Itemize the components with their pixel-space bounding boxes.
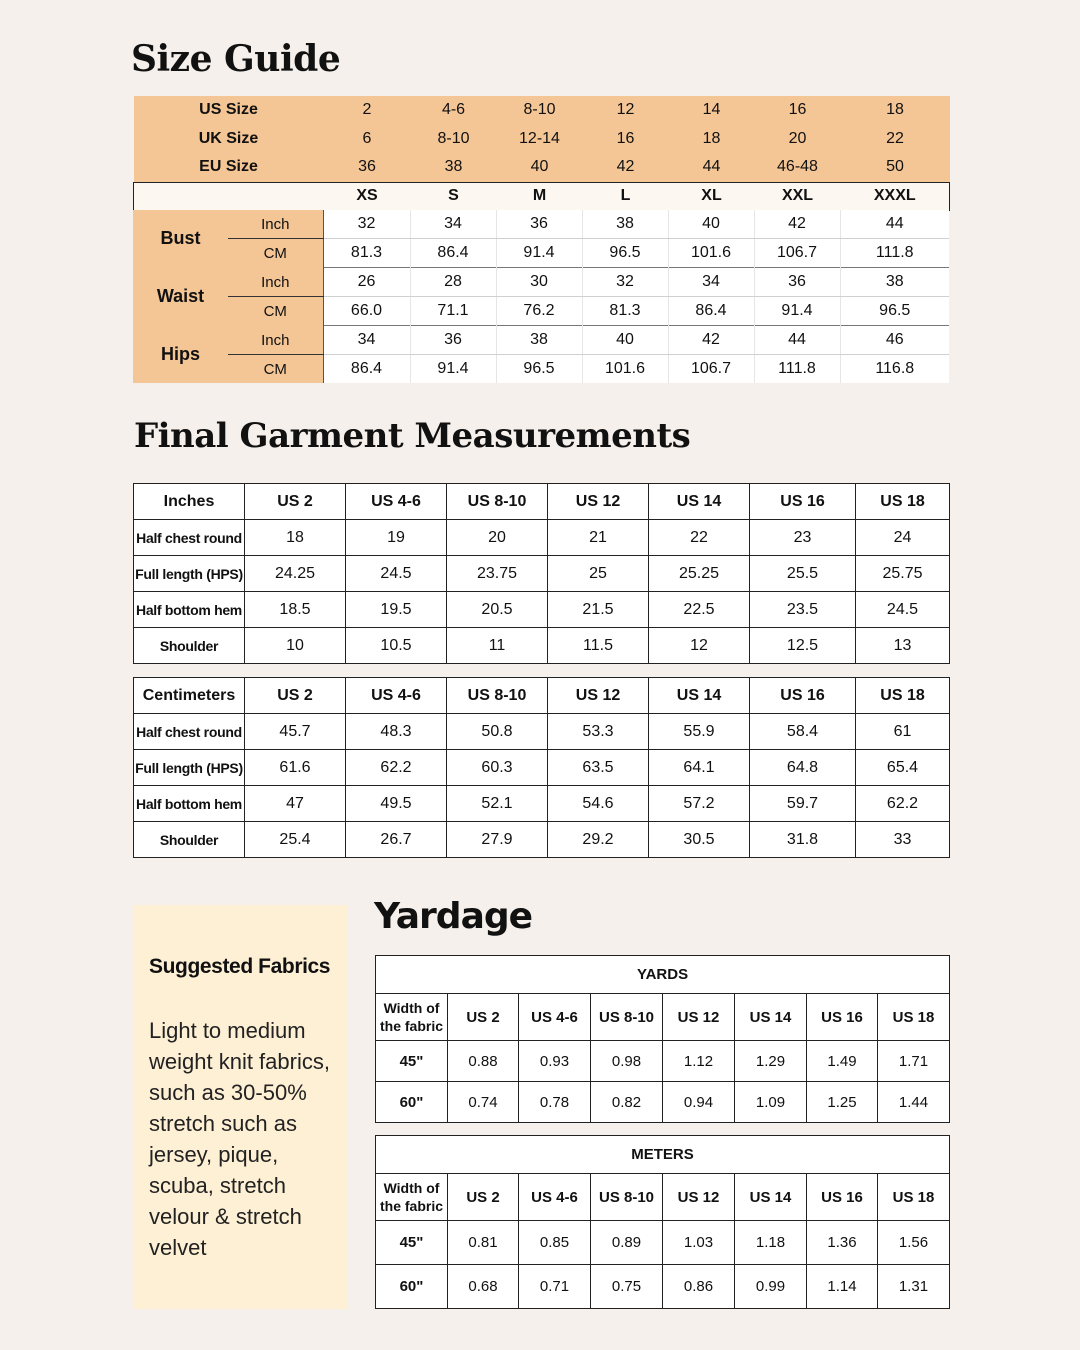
cell: 42 (754, 210, 840, 239)
caption-row (376, 1136, 950, 1174)
cell: 44 (840, 210, 949, 239)
cell: 101.6 (582, 355, 668, 384)
cell: 40 (582, 326, 668, 355)
unit-cm: CM (228, 239, 323, 268)
size-header: US 14 (649, 678, 750, 714)
cell: 42 (668, 326, 754, 355)
cell: 33 (856, 822, 950, 858)
row-label: Shoulder (134, 628, 245, 664)
size-header: US 12 (548, 484, 649, 520)
cell: 24 (856, 520, 950, 556)
cell: 1.56 (878, 1221, 950, 1265)
cell: 22 (841, 125, 950, 154)
cell: 58.4 (750, 714, 856, 750)
cell: 0.81 (448, 1221, 519, 1265)
size-header: US 2 (245, 484, 346, 520)
cell: 10.5 (346, 628, 447, 664)
unit-cm: CM (228, 297, 323, 326)
cell: 0.78 (519, 1082, 591, 1123)
cell: 60.3 (447, 750, 548, 786)
cell: 24.5 (856, 592, 950, 628)
letter-size: S (411, 182, 497, 210)
body-measurements-table (133, 210, 949, 383)
size-header: US 4-6 (346, 484, 447, 520)
header-row (376, 1174, 950, 1221)
cell: 49.5 (346, 786, 447, 822)
size-header: US 18 (878, 1174, 950, 1221)
eu-size-row (134, 153, 950, 182)
fabric-width: 60" (376, 1265, 448, 1309)
size-guide-table (133, 96, 950, 211)
size-header: US 8-10 (447, 484, 548, 520)
cell: 53.3 (548, 714, 649, 750)
row-label: Half bottom hem (134, 786, 245, 822)
cell: 62.2 (856, 786, 950, 822)
cell: 61.6 (245, 750, 346, 786)
size-header: US 18 (856, 484, 950, 520)
bust-inch-row (133, 210, 949, 239)
cell: 0.93 (519, 1041, 591, 1082)
cell: 62.2 (346, 750, 447, 786)
cell: 48.3 (346, 714, 447, 750)
cell: 57.2 (649, 786, 750, 822)
cell: 46-48 (755, 153, 841, 182)
table-row (376, 1221, 950, 1265)
cell: 12-14 (497, 125, 583, 154)
cell: 91.4 (496, 239, 582, 268)
cell: 64.8 (750, 750, 856, 786)
cell: 23.5 (750, 592, 856, 628)
table-row (134, 628, 950, 664)
row-label: Half chest round (134, 714, 245, 750)
cell: 18.5 (245, 592, 346, 628)
size-header: US 14 (649, 484, 750, 520)
cell: 0.82 (591, 1082, 663, 1123)
cell: 86.4 (410, 239, 496, 268)
bust-label: Bust (133, 210, 228, 268)
suggested-fabrics-panel (133, 905, 347, 1309)
cell: 25.25 (649, 556, 750, 592)
cell: 1.71 (878, 1041, 950, 1082)
cell: 38 (496, 326, 582, 355)
unit-inch: Inch (228, 326, 323, 355)
size-header: US 2 (448, 994, 519, 1041)
cell: 8-10 (497, 96, 583, 125)
cell: 31.8 (750, 822, 856, 858)
cell: 30.5 (649, 822, 750, 858)
table-row (134, 520, 950, 556)
cell: 1.12 (663, 1041, 735, 1082)
row-label: EU Size (134, 153, 324, 182)
cell: 30 (496, 268, 582, 297)
cell: 23 (750, 520, 856, 556)
garment-centimeters-table (133, 677, 950, 858)
unit-inch: Inch (228, 268, 323, 297)
cell: 22.5 (649, 592, 750, 628)
size-header: US 16 (807, 1174, 878, 1221)
cell: 81.3 (323, 239, 410, 268)
cell: 25.75 (856, 556, 950, 592)
garment-title: Final Garment Measurements (134, 416, 691, 456)
cell: 101.6 (668, 239, 754, 268)
fabric-width: 60" (376, 1082, 448, 1123)
width-label-line2: the fabric (379, 1018, 443, 1034)
size-header: US 8-10 (447, 678, 548, 714)
row-label: Full length (HPS) (134, 556, 245, 592)
yards-caption: YARDS (376, 956, 950, 994)
letter-size: XS (324, 182, 411, 210)
cell: 18 (669, 125, 755, 154)
cell: 25.4 (245, 822, 346, 858)
cell: 111.8 (840, 239, 949, 268)
cell: 91.4 (410, 355, 496, 384)
cell: 23.75 (447, 556, 548, 592)
cell: 0.74 (448, 1082, 519, 1123)
cell: 0.99 (735, 1265, 807, 1309)
cell: 42 (583, 153, 669, 182)
cell: 63.5 (548, 750, 649, 786)
cell: 36 (496, 210, 582, 239)
letter-size-row (134, 182, 950, 210)
cell: 24.25 (245, 556, 346, 592)
cell: 50.8 (447, 714, 548, 750)
header-row (376, 994, 950, 1041)
size-header: US 12 (663, 994, 735, 1041)
cell: 1.49 (807, 1041, 878, 1082)
cell: 52.1 (447, 786, 548, 822)
us-size-row (134, 96, 950, 125)
cell: 0.94 (663, 1082, 735, 1123)
size-header: US 8-10 (591, 1174, 663, 1221)
letter-size: XL (669, 182, 755, 210)
cell: 25.5 (750, 556, 856, 592)
size-header: US 4-6 (519, 994, 591, 1041)
cell: 64.1 (649, 750, 750, 786)
hips-label: Hips (133, 326, 228, 384)
cell: 44 (754, 326, 840, 355)
header-row (134, 484, 950, 520)
cell: 0.88 (448, 1041, 519, 1082)
cell: 44 (669, 153, 755, 182)
row-label: US Size (134, 96, 324, 125)
table-row (376, 1041, 950, 1082)
cell: 71.1 (410, 297, 496, 326)
cell: 96.5 (582, 239, 668, 268)
cell: 12 (649, 628, 750, 664)
row-label: Half chest round (134, 520, 245, 556)
cell: 65.4 (856, 750, 950, 786)
cell: 1.03 (663, 1221, 735, 1265)
width-label-line1: Width of (383, 1000, 440, 1016)
unit-cm: CM (228, 355, 323, 384)
empty-cell (134, 182, 324, 210)
width-header (376, 994, 448, 1041)
cell: 45.7 (245, 714, 346, 750)
cell: 111.8 (754, 355, 840, 384)
size-header: US 8-10 (591, 994, 663, 1041)
table-row (376, 1265, 950, 1309)
cell: 21 (548, 520, 649, 556)
cell: 12.5 (750, 628, 856, 664)
hips-cm-row (133, 355, 949, 384)
width-header (376, 1174, 448, 1221)
size-header: US 4-6 (519, 1174, 591, 1221)
cell: 54.6 (548, 786, 649, 822)
cell: 66.0 (323, 297, 410, 326)
cell: 22 (649, 520, 750, 556)
waist-cm-row (133, 297, 949, 326)
table-row (134, 556, 950, 592)
size-header: US 16 (750, 678, 856, 714)
cell: 86.4 (668, 297, 754, 326)
cell: 0.98 (591, 1041, 663, 1082)
cell: 96.5 (496, 355, 582, 384)
cell: 11.5 (548, 628, 649, 664)
header-row (134, 678, 950, 714)
width-label-line2: the fabric (379, 1198, 443, 1214)
unit-label: Inches (134, 484, 245, 520)
cell: 28 (410, 268, 496, 297)
fabric-width: 45" (376, 1221, 448, 1265)
cell: 36 (410, 326, 496, 355)
waist-inch-row (133, 268, 949, 297)
cell: 1.44 (878, 1082, 950, 1123)
cell: 13 (856, 628, 950, 664)
cell: 34 (410, 210, 496, 239)
cell: 34 (323, 326, 410, 355)
cell: 1.29 (735, 1041, 807, 1082)
cell: 24.5 (346, 556, 447, 592)
yardage-yards-table (375, 955, 950, 1123)
cell: 18 (245, 520, 346, 556)
cell: 16 (755, 96, 841, 125)
cell: 6 (324, 125, 411, 154)
letter-size: L (583, 182, 669, 210)
cell: 18 (841, 96, 950, 125)
cell: 91.4 (754, 297, 840, 326)
cell: 26 (323, 268, 410, 297)
cell: 29.2 (548, 822, 649, 858)
fabric-width: 45" (376, 1041, 448, 1082)
cell: 47 (245, 786, 346, 822)
cell: 20.5 (447, 592, 548, 628)
cell: 50 (841, 153, 950, 182)
cell: 0.68 (448, 1265, 519, 1309)
waist-label: Waist (133, 268, 228, 326)
fabrics-description: Light to medium weight knit fabrics, such as 30-50% stretch such as jersey, pique, scuba, stretch velour & stretch velvet (149, 1018, 330, 1260)
cell: 19.5 (346, 592, 447, 628)
table-row (134, 786, 950, 822)
cell: 59.7 (750, 786, 856, 822)
cell: 36 (324, 153, 411, 182)
cell: 1.31 (878, 1265, 950, 1309)
cell: 0.85 (519, 1221, 591, 1265)
size-header: US 12 (548, 678, 649, 714)
size-header: US 16 (807, 994, 878, 1041)
table-row (376, 1082, 950, 1123)
cell: 10 (245, 628, 346, 664)
cell: 20 (447, 520, 548, 556)
yardage-title: Yardage (374, 896, 533, 937)
table-row (134, 750, 950, 786)
uk-size-row (134, 125, 950, 154)
letter-size: XXXL (841, 182, 950, 210)
cell: 8-10 (411, 125, 497, 154)
cell: 34 (668, 268, 754, 297)
size-header: US 18 (878, 994, 950, 1041)
cell: 14 (669, 96, 755, 125)
cell: 1.14 (807, 1265, 878, 1309)
table-row (134, 592, 950, 628)
cell: 38 (582, 210, 668, 239)
cell: 61 (856, 714, 950, 750)
hips-inch-row (133, 326, 949, 355)
cell: 96.5 (840, 297, 949, 326)
cell: 106.7 (668, 355, 754, 384)
cell: 0.86 (663, 1265, 735, 1309)
cell: 36 (754, 268, 840, 297)
cell: 38 (411, 153, 497, 182)
cell: 1.09 (735, 1082, 807, 1123)
cell: 1.36 (807, 1221, 878, 1265)
cell: 40 (668, 210, 754, 239)
cell: 0.89 (591, 1221, 663, 1265)
cell: 1.25 (807, 1082, 878, 1123)
cell: 76.2 (496, 297, 582, 326)
row-label: UK Size (134, 125, 324, 154)
size-header: US 16 (750, 484, 856, 520)
size-header: US 2 (245, 678, 346, 714)
cell: 116.8 (840, 355, 949, 384)
width-label-line1: Width of (383, 1180, 440, 1196)
size-guide-title: Size Guide (131, 38, 341, 80)
letter-size: XXL (755, 182, 841, 210)
cell: 46 (840, 326, 949, 355)
size-header: US 12 (663, 1174, 735, 1221)
cell: 19 (346, 520, 447, 556)
cell: 25 (548, 556, 649, 592)
size-header: US 18 (856, 678, 950, 714)
size-header: US 14 (735, 994, 807, 1041)
cell: 86.4 (323, 355, 410, 384)
cell: 40 (497, 153, 583, 182)
cell: 32 (582, 268, 668, 297)
cell: 26.7 (346, 822, 447, 858)
row-label: Full length (HPS) (134, 750, 245, 786)
table-row (134, 822, 950, 858)
meters-caption: METERS (376, 1136, 950, 1174)
garment-inches-table (133, 483, 950, 664)
cell: 16 (583, 125, 669, 154)
cell: 106.7 (754, 239, 840, 268)
size-header: US 4-6 (346, 678, 447, 714)
cell: 27.9 (447, 822, 548, 858)
unit-inch: Inch (228, 210, 323, 239)
cell: 55.9 (649, 714, 750, 750)
cell: 21.5 (548, 592, 649, 628)
cell: 0.75 (591, 1265, 663, 1309)
cell: 1.18 (735, 1221, 807, 1265)
table-row (134, 714, 950, 750)
caption-row (376, 956, 950, 994)
letter-size: M (497, 182, 583, 210)
cell: 2 (324, 96, 411, 125)
cell: 20 (755, 125, 841, 154)
cell: 4-6 (411, 96, 497, 125)
cell: 0.71 (519, 1265, 591, 1309)
yardage-meters-table (375, 1135, 950, 1309)
cell: 81.3 (582, 297, 668, 326)
unit-label: Centimeters (134, 678, 245, 714)
cell: 38 (840, 268, 949, 297)
bust-cm-row (133, 239, 949, 268)
fabrics-title: Suggested Fabrics (149, 955, 331, 978)
row-label: Shoulder (134, 822, 245, 858)
size-header: US 2 (448, 1174, 519, 1221)
cell: 12 (583, 96, 669, 125)
cell: 11 (447, 628, 548, 664)
size-header: US 14 (735, 1174, 807, 1221)
cell: 32 (323, 210, 410, 239)
row-label: Half bottom hem (134, 592, 245, 628)
